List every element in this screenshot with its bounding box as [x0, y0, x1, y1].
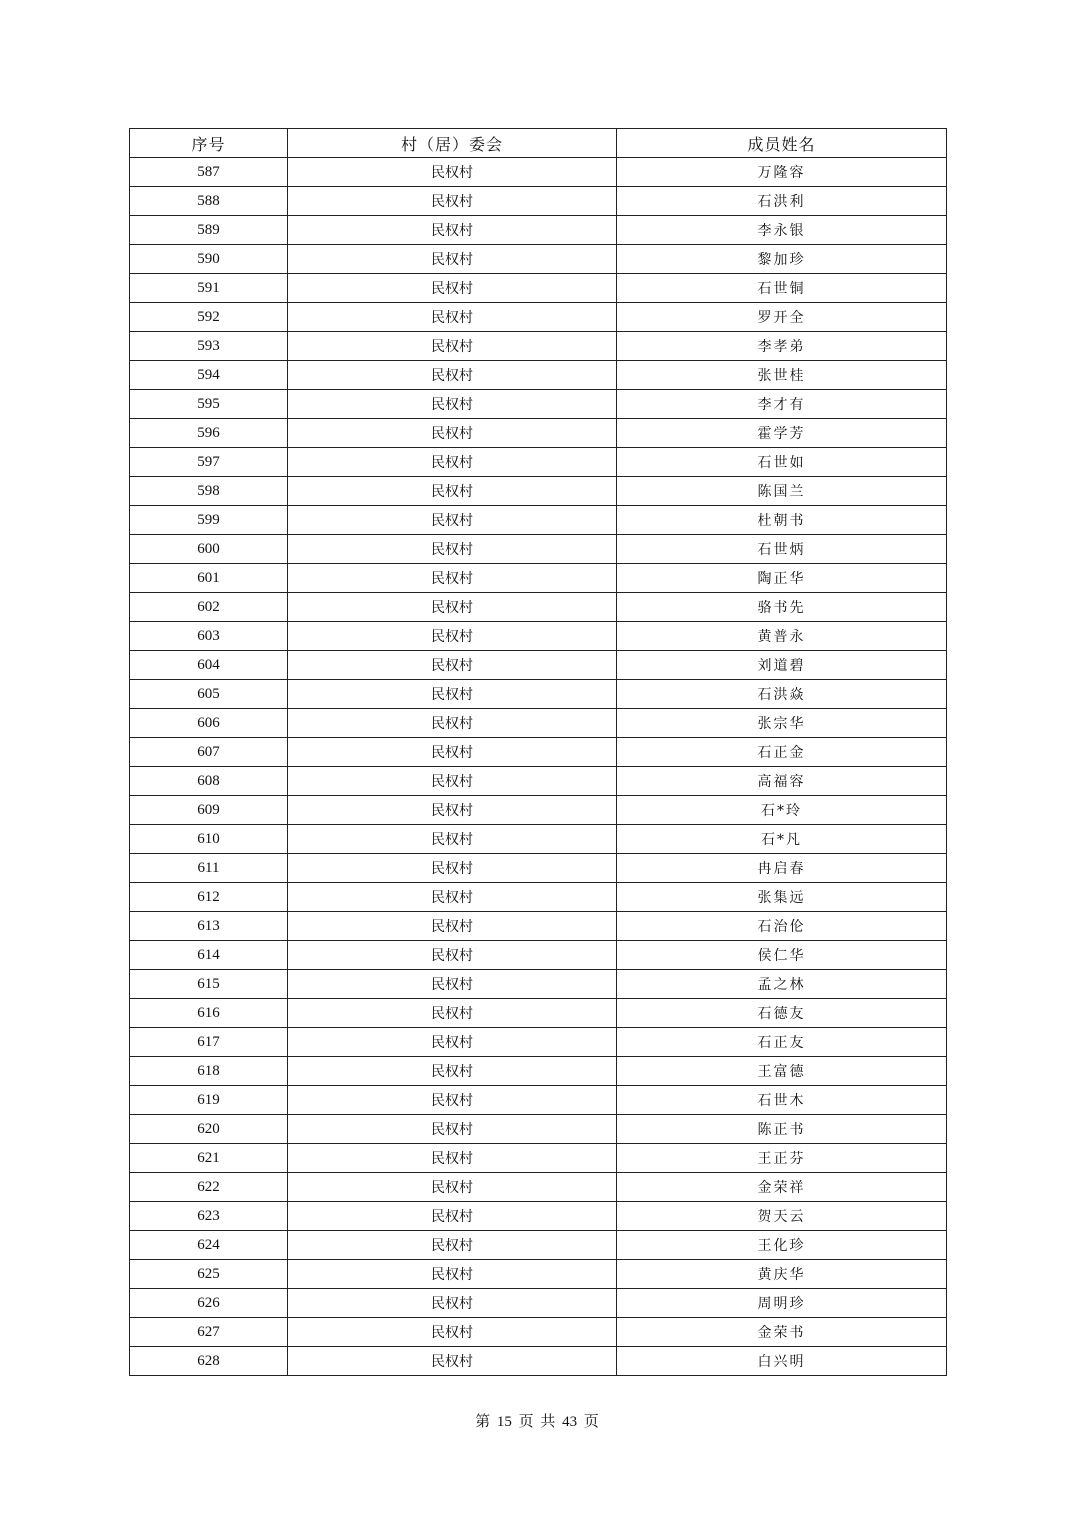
cell-seq: 602	[130, 593, 288, 622]
cell-committee: 民权村	[288, 564, 617, 593]
cell-committee: 民权村	[288, 1289, 617, 1318]
table-row	[130, 1086, 947, 1115]
cell-committee: 民权村	[288, 854, 617, 883]
cell-seq: 608	[130, 767, 288, 796]
cell-member-name: 石世炳	[617, 535, 947, 564]
table-row	[130, 187, 947, 216]
cell-member-name: 白兴明	[617, 1347, 947, 1376]
table-row	[130, 1173, 947, 1202]
cell-seq: 607	[130, 738, 288, 767]
table-row	[130, 912, 947, 941]
table-row	[130, 564, 947, 593]
table-row	[130, 506, 947, 535]
table-row	[130, 593, 947, 622]
table-row	[130, 738, 947, 767]
cell-member-name: 石正友	[617, 1028, 947, 1057]
cell-committee: 民权村	[288, 1144, 617, 1173]
cell-committee: 民权村	[288, 1173, 617, 1202]
cell-seq: 605	[130, 680, 288, 709]
cell-seq: 628	[130, 1347, 288, 1376]
table-row	[130, 1202, 947, 1231]
cell-seq: 596	[130, 419, 288, 448]
cell-seq: 587	[130, 158, 288, 187]
cell-member-name: 陶正华	[617, 564, 947, 593]
footer-page-number: 15	[496, 1414, 512, 1430]
cell-seq: 620	[130, 1115, 288, 1144]
cell-seq: 624	[130, 1231, 288, 1260]
cell-member-name: 贺天云	[617, 1202, 947, 1231]
table-row	[130, 1231, 947, 1260]
cell-member-name: 王富德	[617, 1057, 947, 1086]
cell-seq: 622	[130, 1173, 288, 1202]
cell-seq: 595	[130, 390, 288, 419]
cell-member-name: 杜朝书	[617, 506, 947, 535]
cell-committee: 民权村	[288, 738, 617, 767]
cell-member-name: 李永银	[617, 216, 947, 245]
footer-prefix: 第	[475, 1414, 491, 1430]
header-member-name: 成员姓名	[617, 129, 947, 158]
header-seq: 序号	[130, 129, 288, 158]
cell-seq: 623	[130, 1202, 288, 1231]
page-footer	[0, 1410, 1074, 1431]
cell-seq: 610	[130, 825, 288, 854]
cell-seq: 621	[130, 1144, 288, 1173]
cell-member-name: 孟之林	[617, 970, 947, 999]
table-row	[130, 999, 947, 1028]
cell-committee: 民权村	[288, 912, 617, 941]
table-row	[130, 1028, 947, 1057]
cell-member-name: 金荣祥	[617, 1173, 947, 1202]
cell-seq: 609	[130, 796, 288, 825]
cell-seq: 612	[130, 883, 288, 912]
cell-member-name: 周明珍	[617, 1289, 947, 1318]
table-row	[130, 419, 947, 448]
cell-committee: 民权村	[288, 448, 617, 477]
cell-member-name: 石治伦	[617, 912, 947, 941]
table-row	[130, 245, 947, 274]
table-row	[130, 796, 947, 825]
cell-committee: 民权村	[288, 1086, 617, 1115]
cell-committee: 民权村	[288, 1028, 617, 1057]
cell-member-name: 张集远	[617, 883, 947, 912]
table-row	[130, 941, 947, 970]
cell-member-name: 骆书先	[617, 593, 947, 622]
cell-member-name: 石洪焱	[617, 680, 947, 709]
cell-committee: 民权村	[288, 825, 617, 854]
footer-total-pages: 43	[562, 1414, 578, 1430]
cell-seq: 593	[130, 332, 288, 361]
cell-committee: 民权村	[288, 477, 617, 506]
cell-committee: 民权村	[288, 970, 617, 999]
cell-seq: 615	[130, 970, 288, 999]
cell-committee: 民权村	[288, 883, 617, 912]
cell-committee: 民权村	[288, 1202, 617, 1231]
cell-seq: 597	[130, 448, 288, 477]
cell-member-name: 霍学芳	[617, 419, 947, 448]
cell-seq: 594	[130, 361, 288, 390]
table-row	[130, 477, 947, 506]
cell-committee: 民权村	[288, 390, 617, 419]
table-row	[130, 303, 947, 332]
cell-seq: 616	[130, 999, 288, 1028]
table-row	[130, 1260, 947, 1289]
table-row	[130, 825, 947, 854]
cell-committee: 民权村	[288, 796, 617, 825]
table-row	[130, 1057, 947, 1086]
cell-member-name: 侯仁华	[617, 941, 947, 970]
cell-committee: 民权村	[288, 419, 617, 448]
cell-member-name: 石正金	[617, 738, 947, 767]
cell-member-name: 张宗华	[617, 709, 947, 738]
cell-seq: 589	[130, 216, 288, 245]
cell-seq: 627	[130, 1318, 288, 1347]
cell-member-name: 石世如	[617, 448, 947, 477]
cell-member-name: 张世桂	[617, 361, 947, 390]
cell-member-name: 王正芬	[617, 1144, 947, 1173]
cell-committee: 民权村	[288, 216, 617, 245]
cell-seq: 626	[130, 1289, 288, 1318]
cell-committee: 民权村	[288, 1115, 617, 1144]
cell-member-name: 刘道碧	[617, 651, 947, 680]
cell-seq: 601	[130, 564, 288, 593]
cell-member-name: 万隆容	[617, 158, 947, 187]
member-list-table	[129, 128, 947, 1376]
table-row	[130, 332, 947, 361]
cell-committee: 民权村	[288, 999, 617, 1028]
table-row	[130, 970, 947, 999]
cell-member-name: 石德友	[617, 999, 947, 1028]
cell-member-name: 石世木	[617, 1086, 947, 1115]
cell-member-name: 黎加珍	[617, 245, 947, 274]
footer-suffix: 页	[583, 1414, 599, 1430]
cell-member-name: 高福容	[617, 767, 947, 796]
cell-committee: 民权村	[288, 361, 617, 390]
table-row	[130, 390, 947, 419]
cell-member-name: 石洪利	[617, 187, 947, 216]
table-header-row	[130, 129, 947, 158]
header-committee: 村（居）委会	[288, 129, 617, 158]
cell-committee: 民权村	[288, 535, 617, 564]
table-row	[130, 1115, 947, 1144]
table-row	[130, 216, 947, 245]
cell-committee: 民权村	[288, 680, 617, 709]
cell-committee: 民权村	[288, 709, 617, 738]
cell-seq: 613	[130, 912, 288, 941]
cell-seq: 592	[130, 303, 288, 332]
cell-seq: 619	[130, 1086, 288, 1115]
cell-seq: 614	[130, 941, 288, 970]
table-row	[130, 1289, 947, 1318]
cell-committee: 民权村	[288, 158, 617, 187]
table-row	[130, 448, 947, 477]
cell-committee: 民权村	[288, 651, 617, 680]
cell-seq: 617	[130, 1028, 288, 1057]
cell-member-name: 黄普永	[617, 622, 947, 651]
cell-committee: 民权村	[288, 1260, 617, 1289]
cell-member-name: 冉启春	[617, 854, 947, 883]
cell-committee: 民权村	[288, 1318, 617, 1347]
cell-seq: 603	[130, 622, 288, 651]
cell-member-name: 罗开全	[617, 303, 947, 332]
table-row	[130, 709, 947, 738]
table-row	[130, 1347, 947, 1376]
cell-member-name: 石*玲	[617, 796, 947, 825]
cell-seq: 606	[130, 709, 288, 738]
cell-seq: 600	[130, 535, 288, 564]
cell-seq: 599	[130, 506, 288, 535]
cell-member-name: 石世铜	[617, 274, 947, 303]
cell-committee: 民权村	[288, 767, 617, 796]
cell-committee: 民权村	[288, 274, 617, 303]
cell-seq: 598	[130, 477, 288, 506]
cell-member-name: 李才有	[617, 390, 947, 419]
cell-committee: 民权村	[288, 622, 617, 651]
cell-committee: 民权村	[288, 593, 617, 622]
table-row	[130, 622, 947, 651]
table-row	[130, 1144, 947, 1173]
table-row	[130, 158, 947, 187]
cell-seq: 590	[130, 245, 288, 274]
cell-member-name: 李孝弟	[617, 332, 947, 361]
table-row	[130, 680, 947, 709]
cell-seq: 604	[130, 651, 288, 680]
cell-committee: 民权村	[288, 332, 617, 361]
cell-committee: 民权村	[288, 941, 617, 970]
cell-member-name: 陈正书	[617, 1115, 947, 1144]
cell-seq: 611	[130, 854, 288, 883]
cell-member-name: 石*凡	[617, 825, 947, 854]
cell-committee: 民权村	[288, 1231, 617, 1260]
table-row	[130, 883, 947, 912]
cell-member-name: 金荣书	[617, 1318, 947, 1347]
table-row	[130, 274, 947, 303]
cell-member-name: 陈国兰	[617, 477, 947, 506]
cell-committee: 民权村	[288, 506, 617, 535]
cell-seq: 625	[130, 1260, 288, 1289]
cell-committee: 民权村	[288, 187, 617, 216]
table-row	[130, 767, 947, 796]
cell-seq: 588	[130, 187, 288, 216]
footer-middle: 页 共	[518, 1414, 556, 1430]
table-row	[130, 1318, 947, 1347]
table-row	[130, 361, 947, 390]
member-list-table-container	[129, 128, 946, 1376]
cell-committee: 民权村	[288, 303, 617, 332]
table-row	[130, 854, 947, 883]
cell-committee: 民权村	[288, 1347, 617, 1376]
cell-member-name: 王化珍	[617, 1231, 947, 1260]
cell-seq: 618	[130, 1057, 288, 1086]
cell-committee: 民权村	[288, 245, 617, 274]
cell-committee: 民权村	[288, 1057, 617, 1086]
cell-member-name: 黄庆华	[617, 1260, 947, 1289]
cell-seq: 591	[130, 274, 288, 303]
table-body	[130, 158, 947, 1376]
table-row	[130, 651, 947, 680]
table-row	[130, 535, 947, 564]
